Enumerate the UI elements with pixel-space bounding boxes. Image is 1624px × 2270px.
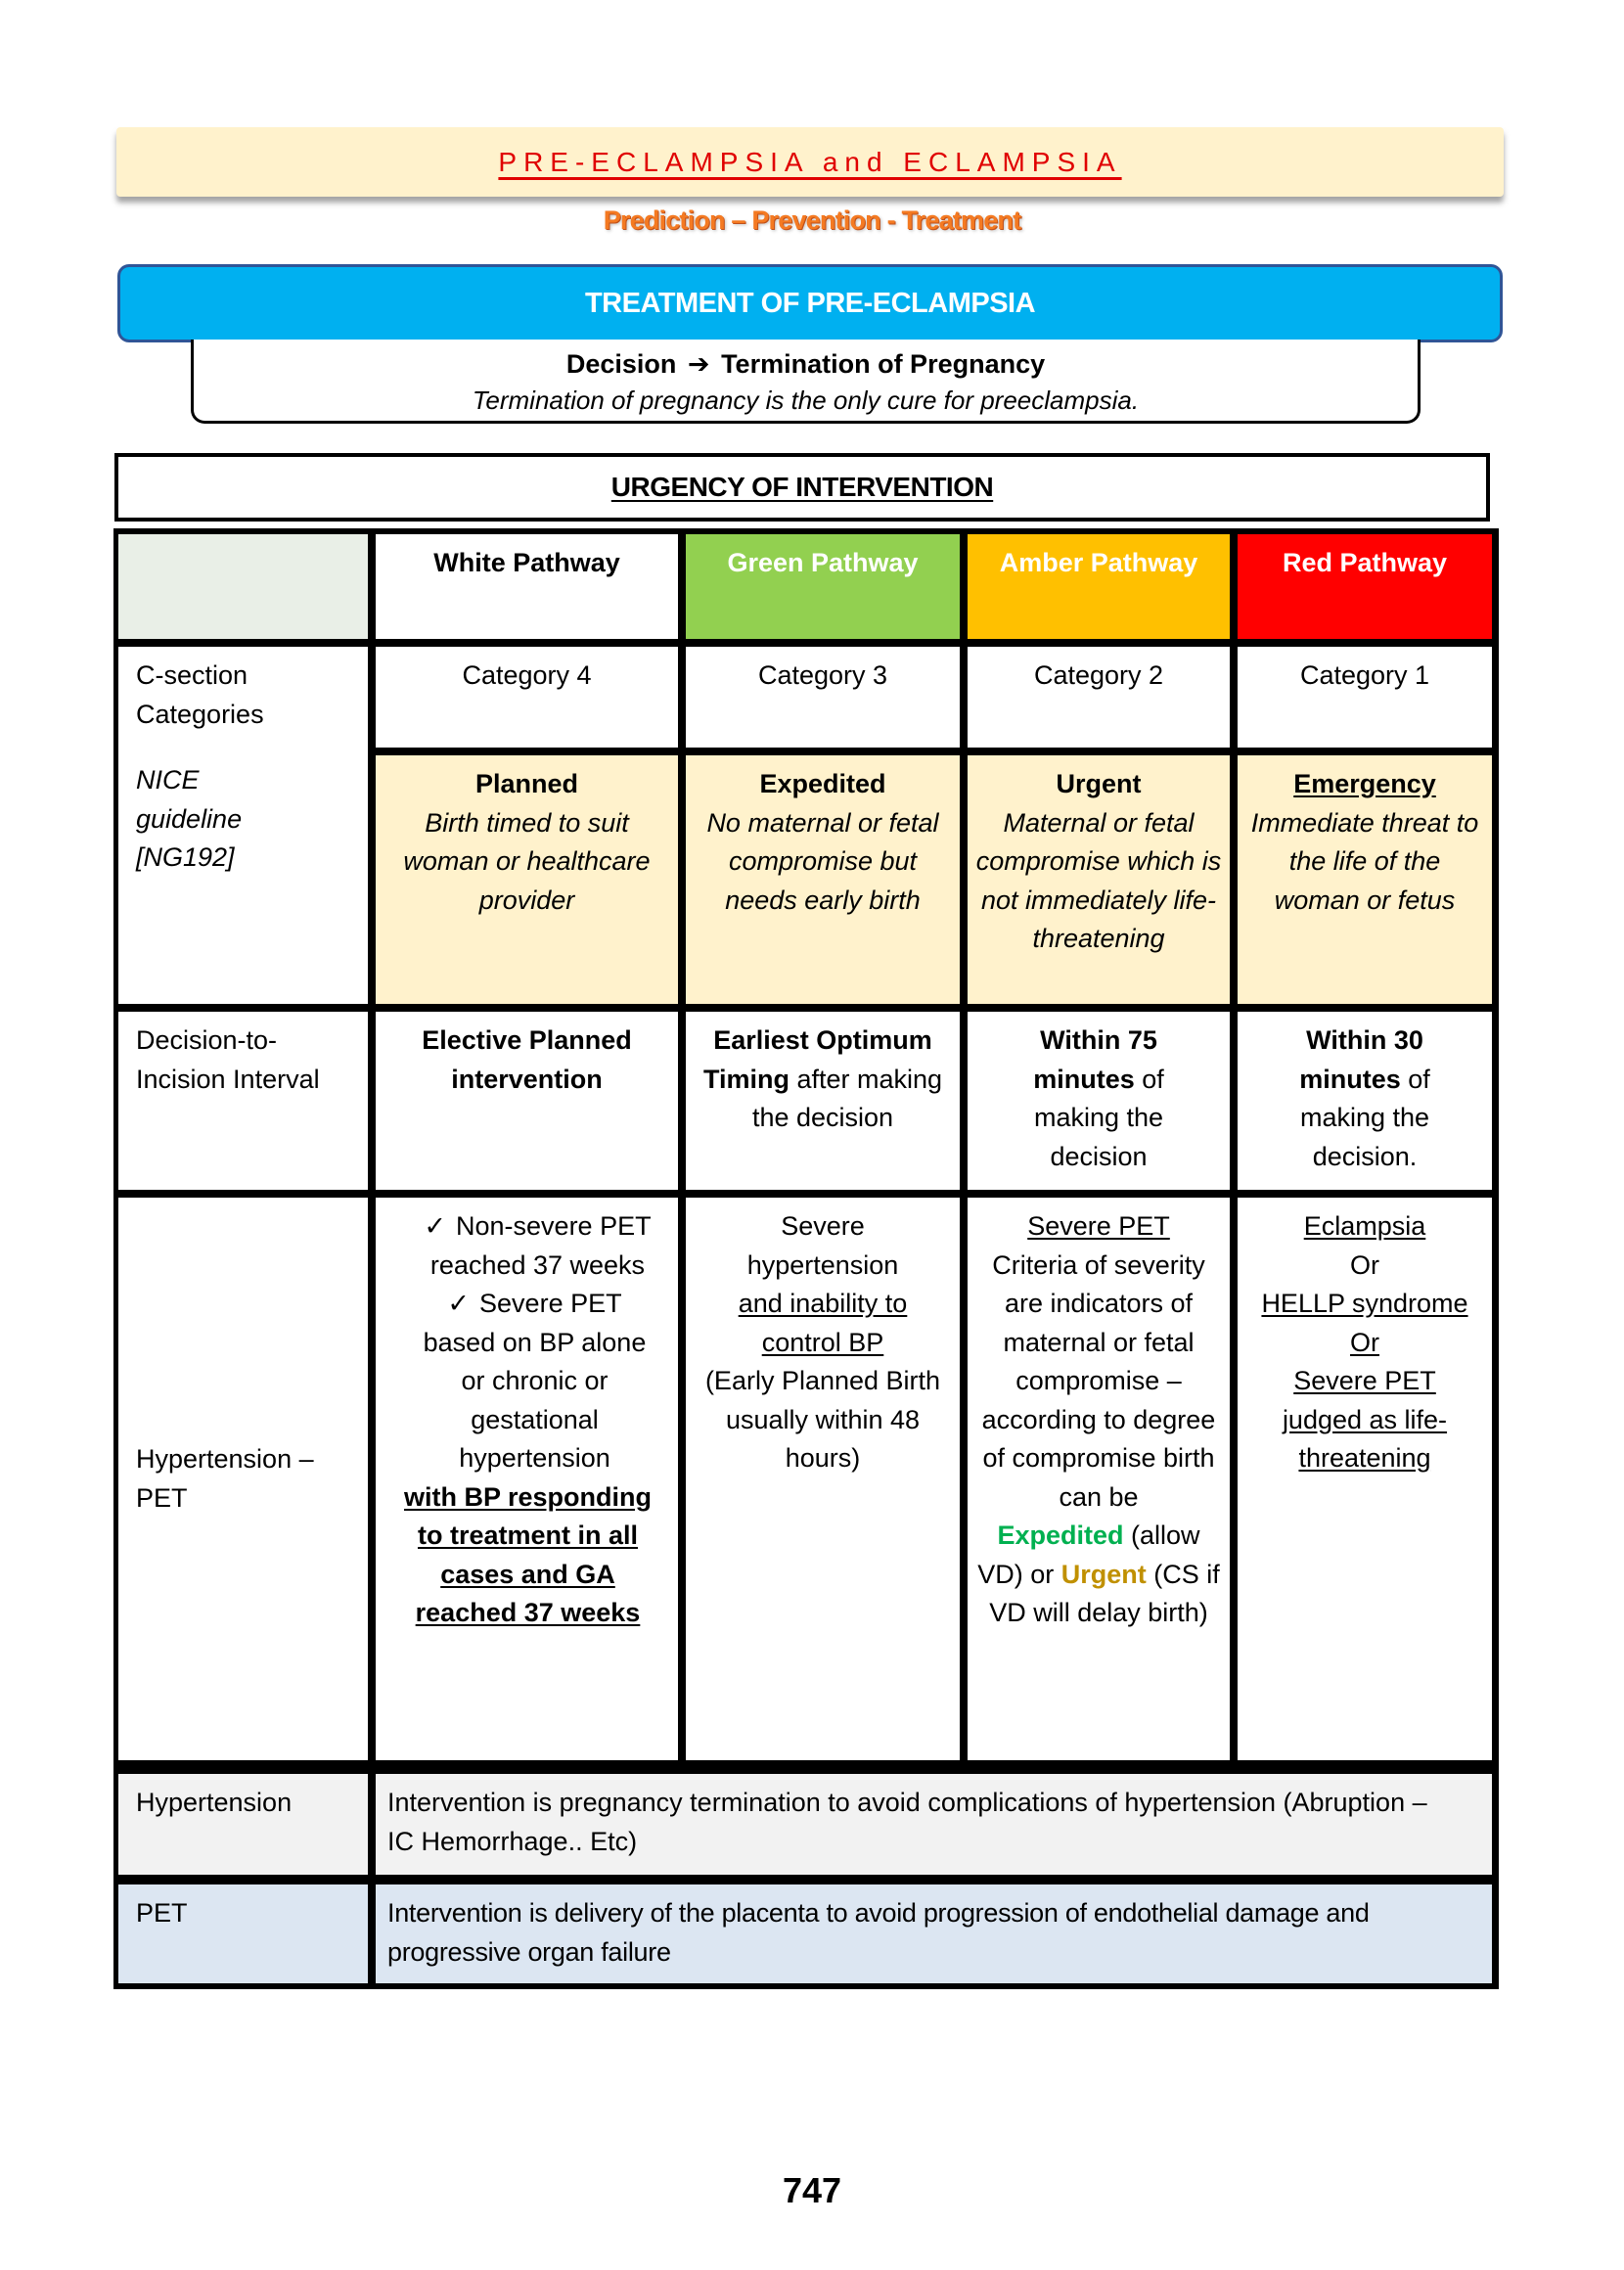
nice-title: Expedited (759, 769, 886, 798)
hpet-green-rest: (Early Planned Birth usually within 48 hours) (704, 1366, 941, 1473)
interval-green (686, 1012, 960, 1190)
category-amber: Category 2 (968, 647, 1230, 748)
nice-amber (968, 755, 1230, 1004)
interval-white (376, 1012, 678, 1190)
urgency-title: URGENCY OF INTERVENTION (610, 472, 994, 502)
interval-rest: of making the decision. (1299, 1064, 1430, 1171)
item-text: Severe PET based on BP alone or chronic or gestational hypertension (423, 1289, 647, 1473)
interval-bold: Within 75 minutes (1033, 1025, 1157, 1094)
nice-desc: Birth timed to suit woman or healthcare provider (403, 807, 651, 915)
decision-box (191, 340, 1421, 424)
section-title: TREATMENT OF PRE-ECLAMPSIA (584, 287, 1036, 319)
decision-note: Termination of pregnancy is the only cure for preeclampsia. (472, 386, 1140, 415)
document-title: PRE-ECLAMPSIA and ECLAMPSIA (498, 146, 1122, 177)
nice-desc: No maternal or fetal compromise but needs early birth (706, 807, 939, 915)
corner-cell (118, 534, 368, 639)
check-icon: ✓ (447, 1289, 471, 1318)
category-red: Category 1 (1238, 647, 1492, 748)
nice-guideline-label: NICE guideline [NG192] (136, 765, 243, 872)
interval-red (1238, 1012, 1492, 1190)
nice-green (686, 755, 960, 1004)
check-icon: ✓ (424, 1211, 447, 1241)
hpet-amber (968, 1198, 1230, 1760)
hpet-amber-rest: Criteria of severity are indicators of maternal or fetal compromise – according to degree of compromise birth can be (981, 1249, 1216, 1512)
eclampsia-text: Eclampsia (1303, 1211, 1426, 1241)
interval-bold: Earliest Optimum Timing (702, 1025, 932, 1094)
header-red-pathway: Red Pathway (1238, 534, 1492, 639)
severe-pet-text: Severe PET judged as life-threatening (1282, 1366, 1448, 1473)
nice-white (376, 755, 678, 1004)
document-header-band (116, 127, 1504, 197)
pet-text: Intervention is delivery of the placenta to avoid progression of endothelial damage and progressive organ failure (376, 1884, 1492, 1983)
or-text: Or (1350, 1327, 1379, 1357)
expedited-label: Expedited (997, 1521, 1124, 1550)
nice-red (1238, 755, 1492, 1004)
decision-label: Decision (565, 349, 677, 379)
header-white-pathway: White Pathway (376, 534, 678, 639)
arrow-right-icon: ➔ (687, 349, 710, 379)
hpet-green-underlined: and inability to control BP (738, 1289, 908, 1357)
csection-label-cell (118, 647, 368, 1004)
or-text: Or (1350, 1249, 1379, 1280)
hypertension-text: Intervention is pregnancy termination to avoid complications of hypertension (Abruption – IC Hemorrhage.. Etc) (376, 1774, 1492, 1875)
hypertension-label: Hypertension (118, 1774, 368, 1875)
urgency-box (114, 453, 1490, 522)
decision-heading (194, 345, 1418, 383)
nice-title: Emergency (1293, 769, 1436, 798)
hpet-green-line1: Severe hypertension (746, 1211, 899, 1280)
hpet-white-item (395, 1207, 660, 1285)
hpet-amber-options (975, 1517, 1222, 1633)
nice-title: Planned (474, 769, 579, 798)
decision-outcome: Termination of Pregnancy (721, 349, 1046, 379)
interval-rest: of making the decision (1033, 1064, 1164, 1171)
interval-bold: Elective Planned intervention (422, 1025, 632, 1094)
document-subtitle: Prediction – Prevention - Treatment (603, 205, 1021, 235)
section-banner (117, 264, 1503, 342)
hpet-white (376, 1198, 678, 1760)
category-white: Category 4 (376, 647, 678, 748)
hpet-red (1238, 1198, 1492, 1760)
hpet-white-item (395, 1285, 660, 1478)
options-text: (CS if VD will delay birth) (989, 1559, 1220, 1627)
interval-amber (968, 1012, 1230, 1190)
nice-desc: Maternal or fetal compromise which is not immediately life-threatening (975, 807, 1222, 953)
item-text: Non-severe PET reached 37 weeks (429, 1211, 652, 1280)
nice-desc: Immediate threat to the life of the woman or fetus (1250, 807, 1479, 915)
csection-label: C-section Categories (136, 660, 264, 729)
hpet-white-condition: with BP responding to treatment in all cases and GA reached 37 weeks (403, 1481, 652, 1627)
hpet-amber-underlined: Severe PET (1027, 1211, 1170, 1241)
interval-rest: after making the decision (751, 1064, 943, 1132)
nice-title: Urgent (1056, 769, 1142, 798)
header-amber-pathway: Amber Pathway (968, 534, 1230, 639)
urgent-label: Urgent (1060, 1559, 1147, 1589)
hpet-label: Hypertension – PET (136, 1444, 314, 1513)
hpet-label-cell (118, 1198, 368, 1760)
pet-label: PET (118, 1884, 368, 1983)
header-green-pathway: Green Pathway (686, 534, 960, 639)
interval-label: Decision-to-Incision Interval (118, 1012, 368, 1190)
category-green: Category 3 (686, 647, 960, 748)
page-number: 747 (782, 2170, 842, 2210)
hellp-text: HELLP syndrome (1261, 1289, 1468, 1318)
options-text: (allow VD) or (977, 1521, 1200, 1589)
urgency-table (113, 528, 1499, 1989)
hpet-green (686, 1198, 960, 1760)
interval-bold: Within 30 minutes (1299, 1025, 1423, 1094)
